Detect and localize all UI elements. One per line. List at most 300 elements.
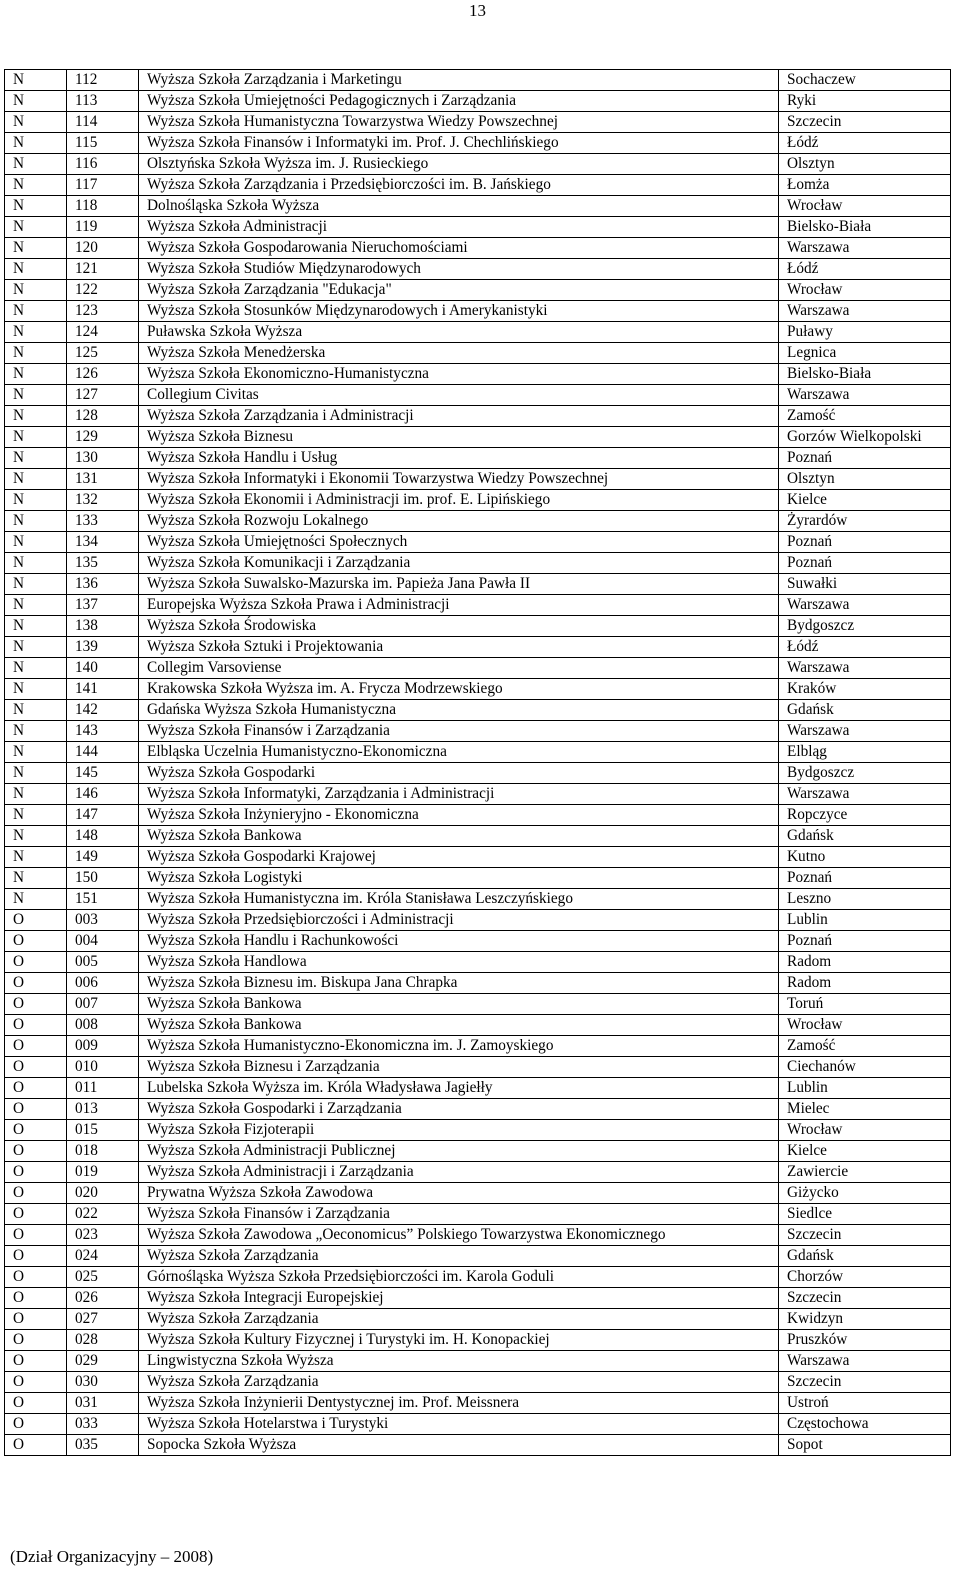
number-cell: 138 xyxy=(67,616,139,637)
number-cell: 121 xyxy=(67,259,139,280)
table-row xyxy=(5,280,951,301)
table-row xyxy=(5,175,951,196)
type-cell: O xyxy=(5,1414,67,1435)
institution-name-cell: Wyższa Szkoła Biznesu i Zarządzania xyxy=(139,1057,779,1078)
institution-name-cell: Wyższa Szkoła Gospodarki Krajowej xyxy=(139,847,779,868)
number-cell: 145 xyxy=(67,763,139,784)
city-cell: Ustroń xyxy=(779,1393,951,1414)
city-cell: Ciechanów xyxy=(779,1057,951,1078)
number-cell: 010 xyxy=(67,1057,139,1078)
institution-name-cell: Wyższa Szkoła Humanistyczno-Ekonomiczna im. J. Zamoyskiego xyxy=(139,1036,779,1057)
institution-name-cell: Wyższa Szkoła Zarządzania xyxy=(139,1372,779,1393)
institution-name-cell: Wyższa Szkoła Zarządzania xyxy=(139,1309,779,1330)
number-cell: 112 xyxy=(67,70,139,91)
institution-name-cell: Wyższa Szkoła Handlu i Usług xyxy=(139,448,779,469)
city-cell: Warszawa xyxy=(779,238,951,259)
city-cell: Sochaczew xyxy=(779,70,951,91)
number-cell: 127 xyxy=(67,385,139,406)
city-cell: Olsztyn xyxy=(779,154,951,175)
type-cell: N xyxy=(5,154,67,175)
city-cell: Żyrardów xyxy=(779,511,951,532)
table-row xyxy=(5,1393,951,1414)
number-cell: 030 xyxy=(67,1372,139,1393)
institution-name-cell: Wyższa Szkoła Logistyki xyxy=(139,868,779,889)
type-cell: N xyxy=(5,868,67,889)
institution-name-cell: Wyższa Szkoła Zarządzania "Edukacja" xyxy=(139,280,779,301)
table-row xyxy=(5,301,951,322)
number-cell: 139 xyxy=(67,637,139,658)
number-cell: 143 xyxy=(67,721,139,742)
number-cell: 006 xyxy=(67,973,139,994)
type-cell: N xyxy=(5,742,67,763)
city-cell: Kraków xyxy=(779,679,951,700)
number-cell: 129 xyxy=(67,427,139,448)
type-cell: N xyxy=(5,70,67,91)
table-row xyxy=(5,1225,951,1246)
number-cell: 115 xyxy=(67,133,139,154)
city-cell: Wrocław xyxy=(779,1015,951,1036)
type-cell: O xyxy=(5,994,67,1015)
number-cell: 008 xyxy=(67,1015,139,1036)
type-cell: N xyxy=(5,637,67,658)
number-cell: 132 xyxy=(67,490,139,511)
type-cell: N xyxy=(5,616,67,637)
type-cell: O xyxy=(5,910,67,931)
type-cell: O xyxy=(5,973,67,994)
type-cell: N xyxy=(5,385,67,406)
type-cell: N xyxy=(5,196,67,217)
institution-name-cell: Puławska Szkoła Wyższa xyxy=(139,322,779,343)
number-cell: 023 xyxy=(67,1225,139,1246)
type-cell: N xyxy=(5,112,67,133)
institution-name-cell: Lingwistyczna Szkoła Wyższa xyxy=(139,1351,779,1372)
city-cell: Ropczyce xyxy=(779,805,951,826)
number-cell: 005 xyxy=(67,952,139,973)
table-row xyxy=(5,196,951,217)
number-cell: 118 xyxy=(67,196,139,217)
city-cell: Łomża xyxy=(779,175,951,196)
number-cell: 140 xyxy=(67,658,139,679)
table-row xyxy=(5,1057,951,1078)
city-cell: Wrocław xyxy=(779,280,951,301)
type-cell: O xyxy=(5,1141,67,1162)
city-cell: Sopot xyxy=(779,1435,951,1456)
number-cell: 011 xyxy=(67,1078,139,1099)
type-cell: O xyxy=(5,1435,67,1456)
city-cell: Kielce xyxy=(779,1141,951,1162)
table-row xyxy=(5,238,951,259)
type-cell: N xyxy=(5,133,67,154)
number-cell: 033 xyxy=(67,1414,139,1435)
institution-name-cell: Wyższa Szkoła Gospodarki xyxy=(139,763,779,784)
institution-name-cell: Wyższa Szkoła Przedsiębiorczości i Administracji xyxy=(139,910,779,931)
city-cell: Lublin xyxy=(779,910,951,931)
institution-name-cell: Wyższa Szkoła Umiejętności Pedagogicznych i Zarządzania xyxy=(139,91,779,112)
page-number: 13 xyxy=(469,1,486,20)
institution-name-cell: Wyższa Szkoła Hotelarstwa i Turystyki xyxy=(139,1414,779,1435)
table-row xyxy=(5,1414,951,1435)
table-row xyxy=(5,805,951,826)
city-cell: Bydgoszcz xyxy=(779,616,951,637)
institution-name-cell: Wyższa Szkoła Inżynieryjno - Ekonomiczna xyxy=(139,805,779,826)
number-cell: 135 xyxy=(67,553,139,574)
number-cell: 125 xyxy=(67,343,139,364)
table-row xyxy=(5,1246,951,1267)
table-row xyxy=(5,637,951,658)
institution-name-cell: Wyższa Szkoła Informatyki i Ekonomii Towarzystwa Wiedzy Powszechnej xyxy=(139,469,779,490)
table-row xyxy=(5,112,951,133)
type-cell: N xyxy=(5,301,67,322)
type-cell: O xyxy=(5,1078,67,1099)
table-row xyxy=(5,700,951,721)
institution-name-cell: Wyższa Szkoła Stosunków Międzynarodowych i Amerykanistyki xyxy=(139,301,779,322)
table-row xyxy=(5,742,951,763)
city-cell: Mielec xyxy=(779,1099,951,1120)
type-cell: N xyxy=(5,448,67,469)
table-row xyxy=(5,133,951,154)
city-cell: Legnica xyxy=(779,343,951,364)
type-cell: N xyxy=(5,553,67,574)
table-row xyxy=(5,784,951,805)
city-cell: Częstochowa xyxy=(779,1414,951,1435)
table-row xyxy=(5,1372,951,1393)
institution-name-cell: Wyższa Szkoła Bankowa xyxy=(139,826,779,847)
city-cell: Zamość xyxy=(779,1036,951,1057)
number-cell: 122 xyxy=(67,280,139,301)
table-row xyxy=(5,1204,951,1225)
institution-name-cell: Collegim Varsoviense xyxy=(139,658,779,679)
number-cell: 026 xyxy=(67,1288,139,1309)
table-row xyxy=(5,1288,951,1309)
institution-name-cell: Wyższa Szkoła Suwalsko-Mazurska im. Papieża Jana Pawła II xyxy=(139,574,779,595)
institution-name-cell: Wyższa Szkoła Ekonomii i Administracji im. prof. E. Lipińskiego xyxy=(139,490,779,511)
type-cell: O xyxy=(5,1036,67,1057)
number-cell: 028 xyxy=(67,1330,139,1351)
institution-name-cell: Gdańska Wyższa Szkoła Humanistyczna xyxy=(139,700,779,721)
type-cell: O xyxy=(5,1057,67,1078)
type-cell: N xyxy=(5,490,67,511)
city-cell: Leszno xyxy=(779,889,951,910)
table-row xyxy=(5,448,951,469)
number-cell: 022 xyxy=(67,1204,139,1225)
type-cell: N xyxy=(5,826,67,847)
city-cell: Bielsko-Biała xyxy=(779,217,951,238)
type-cell: N xyxy=(5,574,67,595)
table-row xyxy=(5,217,951,238)
type-cell: O xyxy=(5,1267,67,1288)
university-registry-table xyxy=(4,69,951,1456)
number-cell: 131 xyxy=(67,469,139,490)
city-cell: Puławy xyxy=(779,322,951,343)
institution-name-cell: Wyższa Szkoła Bankowa xyxy=(139,994,779,1015)
city-cell: Olsztyn xyxy=(779,469,951,490)
table-row xyxy=(5,994,951,1015)
city-cell: Poznań xyxy=(779,532,951,553)
institution-name-cell: Wyższa Szkoła Bankowa xyxy=(139,1015,779,1036)
type-cell: N xyxy=(5,259,67,280)
institution-name-cell: Wyższa Szkoła Fizjoterapii xyxy=(139,1120,779,1141)
type-cell: N xyxy=(5,217,67,238)
city-cell: Łódź xyxy=(779,259,951,280)
type-cell: N xyxy=(5,427,67,448)
table-row xyxy=(5,721,951,742)
type-cell: O xyxy=(5,1309,67,1330)
institution-name-cell: Wyższa Szkoła Finansów i Zarządzania xyxy=(139,1204,779,1225)
table-row xyxy=(5,1309,951,1330)
institution-name-cell: Krakowska Szkoła Wyższa im. A. Frycza Modrzewskiego xyxy=(139,679,779,700)
institution-name-cell: Wyższa Szkoła Administracji Publicznej xyxy=(139,1141,779,1162)
number-cell: 151 xyxy=(67,889,139,910)
type-cell: O xyxy=(5,1330,67,1351)
type-cell: N xyxy=(5,721,67,742)
number-cell: 035 xyxy=(67,1435,139,1456)
city-cell: Warszawa xyxy=(779,784,951,805)
institution-name-cell: Wyższa Szkoła Finansów i Zarządzania xyxy=(139,721,779,742)
type-cell: O xyxy=(5,1351,67,1372)
number-cell: 025 xyxy=(67,1267,139,1288)
city-cell: Gdańsk xyxy=(779,826,951,847)
type-cell: N xyxy=(5,280,67,301)
city-cell: Szczecin xyxy=(779,1372,951,1393)
city-cell: Kwidzyn xyxy=(779,1309,951,1330)
city-cell: Zamość xyxy=(779,406,951,427)
table-row xyxy=(5,259,951,280)
institution-name-cell: Wyższa Szkoła Kultury Fizycznej i Turystyki im. H. Konopackiej xyxy=(139,1330,779,1351)
table-row xyxy=(5,427,951,448)
city-cell: Poznań xyxy=(779,931,951,952)
number-cell: 133 xyxy=(67,511,139,532)
table-row xyxy=(5,70,951,91)
city-cell: Poznań xyxy=(779,868,951,889)
city-cell: Szczecin xyxy=(779,112,951,133)
number-cell: 013 xyxy=(67,1099,139,1120)
table-row xyxy=(5,679,951,700)
city-cell: Warszawa xyxy=(779,595,951,616)
institution-name-cell: Wyższa Szkoła Integracji Europejskiej xyxy=(139,1288,779,1309)
institution-name-cell: Wyższa Szkoła Zarządzania xyxy=(139,1246,779,1267)
number-cell: 126 xyxy=(67,364,139,385)
institution-name-cell: Wyższa Szkoła Zarządzania i Marketingu xyxy=(139,70,779,91)
table-row xyxy=(5,973,951,994)
number-cell: 134 xyxy=(67,532,139,553)
institution-name-cell: Wyższa Szkoła Umiejętności Społecznych xyxy=(139,532,779,553)
type-cell: N xyxy=(5,175,67,196)
number-cell: 015 xyxy=(67,1120,139,1141)
institution-name-cell: Wyższa Szkoła Handlowa xyxy=(139,952,779,973)
city-cell: Poznań xyxy=(779,553,951,574)
institution-name-cell: Wyższa Szkoła Informatyki, Zarządzania i Administracji xyxy=(139,784,779,805)
institution-name-cell: Wyższa Szkoła Zarządzania i Administracji xyxy=(139,406,779,427)
table-row xyxy=(5,574,951,595)
institution-name-cell: Prywatna Wyższa Szkoła Zawodowa xyxy=(139,1183,779,1204)
institution-name-cell: Lubelska Szkoła Wyższa im. Króla Władysława Jagiełły xyxy=(139,1078,779,1099)
type-cell: N xyxy=(5,847,67,868)
type-cell: O xyxy=(5,931,67,952)
type-cell: O xyxy=(5,1015,67,1036)
footer-note: (Dział Organizacyjny – 2008) xyxy=(10,1547,214,1566)
city-cell: Zawiercie xyxy=(779,1162,951,1183)
table-row xyxy=(5,490,951,511)
city-cell: Szczecin xyxy=(779,1225,951,1246)
number-cell: 136 xyxy=(67,574,139,595)
number-cell: 031 xyxy=(67,1393,139,1414)
type-cell: O xyxy=(5,1120,67,1141)
city-cell: Warszawa xyxy=(779,385,951,406)
city-cell: Chorzów xyxy=(779,1267,951,1288)
type-cell: N xyxy=(5,532,67,553)
table-row xyxy=(5,595,951,616)
table-row xyxy=(5,1330,951,1351)
number-cell: 141 xyxy=(67,679,139,700)
city-cell: Poznań xyxy=(779,448,951,469)
table-row xyxy=(5,868,951,889)
city-cell: Lublin xyxy=(779,1078,951,1099)
number-cell: 024 xyxy=(67,1246,139,1267)
city-cell: Wrocław xyxy=(779,196,951,217)
institution-name-cell: Collegium Civitas xyxy=(139,385,779,406)
table-row xyxy=(5,406,951,427)
institution-name-cell: Sopocka Szkoła Wyższa xyxy=(139,1435,779,1456)
institution-name-cell: Wyższa Szkoła Ekonomiczno-Humanistyczna xyxy=(139,364,779,385)
type-cell: N xyxy=(5,238,67,259)
table-row xyxy=(5,616,951,637)
institution-name-cell: Górnośląska Wyższa Szkoła Przedsiębiorczości im. Karola Goduli xyxy=(139,1267,779,1288)
table-row xyxy=(5,952,951,973)
table-row xyxy=(5,1435,951,1456)
city-cell: Łódź xyxy=(779,133,951,154)
type-cell: N xyxy=(5,469,67,490)
number-cell: 148 xyxy=(67,826,139,847)
institution-name-cell: Dolnośląska Szkoła Wyższa xyxy=(139,196,779,217)
number-cell: 117 xyxy=(67,175,139,196)
city-cell: Gdańsk xyxy=(779,1246,951,1267)
number-cell: 027 xyxy=(67,1309,139,1330)
institution-name-cell: Wyższa Szkoła Zarządzania i Przedsiębiorczości im. B. Jańskiego xyxy=(139,175,779,196)
type-cell: N xyxy=(5,406,67,427)
type-cell: N xyxy=(5,700,67,721)
city-cell: Łódź xyxy=(779,637,951,658)
table-row xyxy=(5,1099,951,1120)
institution-name-cell: Wyższa Szkoła Sztuki i Projektowania xyxy=(139,637,779,658)
number-cell: 142 xyxy=(67,700,139,721)
type-cell: O xyxy=(5,1162,67,1183)
city-cell: Pruszków xyxy=(779,1330,951,1351)
type-cell: O xyxy=(5,1099,67,1120)
table-row xyxy=(5,322,951,343)
type-cell: N xyxy=(5,784,67,805)
number-cell: 144 xyxy=(67,742,139,763)
table-row xyxy=(5,1141,951,1162)
city-cell: Warszawa xyxy=(779,301,951,322)
institution-name-cell: Wyższa Szkoła Środowiska xyxy=(139,616,779,637)
institution-name-cell: Wyższa Szkoła Administracji xyxy=(139,217,779,238)
city-cell: Kielce xyxy=(779,490,951,511)
number-cell: 124 xyxy=(67,322,139,343)
type-cell: N xyxy=(5,805,67,826)
number-cell: 147 xyxy=(67,805,139,826)
institution-name-cell: Wyższa Szkoła Administracji i Zarządzania xyxy=(139,1162,779,1183)
type-cell: N xyxy=(5,679,67,700)
type-cell: N xyxy=(5,343,67,364)
type-cell: O xyxy=(5,1183,67,1204)
number-cell: 003 xyxy=(67,910,139,931)
type-cell: N xyxy=(5,511,67,532)
number-cell: 113 xyxy=(67,91,139,112)
number-cell: 130 xyxy=(67,448,139,469)
institution-name-cell: Wyższa Szkoła Humanistyczna im. Króla Stanisława Leszczyńskiego xyxy=(139,889,779,910)
city-cell: Bydgoszcz xyxy=(779,763,951,784)
institution-name-cell: Elbląska Uczelnia Humanistyczno-Ekonomiczna xyxy=(139,742,779,763)
institution-name-cell: Wyższa Szkoła Gospodarowania Nieruchomościami xyxy=(139,238,779,259)
number-cell: 018 xyxy=(67,1141,139,1162)
table-row xyxy=(5,1183,951,1204)
table-row xyxy=(5,364,951,385)
type-cell: O xyxy=(5,1288,67,1309)
number-cell: 009 xyxy=(67,1036,139,1057)
number-cell: 029 xyxy=(67,1351,139,1372)
number-cell: 114 xyxy=(67,112,139,133)
institution-name-cell: Wyższa Szkoła Gospodarki i Zarządzania xyxy=(139,1099,779,1120)
institution-name-cell: Olsztyńska Szkoła Wyższa im. J. Rusieckiego xyxy=(139,154,779,175)
institution-name-cell: Wyższa Szkoła Biznesu im. Biskupa Jana Chrapka xyxy=(139,973,779,994)
table-row xyxy=(5,763,951,784)
city-cell: Toruń xyxy=(779,994,951,1015)
type-cell: N xyxy=(5,595,67,616)
table-row xyxy=(5,826,951,847)
type-cell: N xyxy=(5,91,67,112)
institution-name-cell: Wyższa Szkoła Rozwoju Lokalnego xyxy=(139,511,779,532)
institution-name-cell: Europejska Wyższa Szkoła Prawa i Administracji xyxy=(139,595,779,616)
type-cell: O xyxy=(5,1204,67,1225)
number-cell: 146 xyxy=(67,784,139,805)
type-cell: N xyxy=(5,763,67,784)
institution-name-cell: Wyższa Szkoła Humanistyczna Towarzystwa Wiedzy Powszechnej xyxy=(139,112,779,133)
number-cell: 007 xyxy=(67,994,139,1015)
type-cell: N xyxy=(5,364,67,385)
table-row xyxy=(5,1351,951,1372)
number-cell: 150 xyxy=(67,868,139,889)
number-cell: 020 xyxy=(67,1183,139,1204)
institution-name-cell: Wyższa Szkoła Finansów i Informatyki im. Prof. J. Chechlińskiego xyxy=(139,133,779,154)
type-cell: N xyxy=(5,889,67,910)
city-cell: Bielsko-Biała xyxy=(779,364,951,385)
number-cell: 137 xyxy=(67,595,139,616)
registry-body xyxy=(5,70,951,1456)
city-cell: Ryki xyxy=(779,91,951,112)
city-cell: Wrocław xyxy=(779,1120,951,1141)
table-row xyxy=(5,910,951,931)
table-row xyxy=(5,1015,951,1036)
table-row xyxy=(5,1267,951,1288)
table-row xyxy=(5,343,951,364)
table-row xyxy=(5,1078,951,1099)
city-cell: Kutno xyxy=(779,847,951,868)
table-row xyxy=(5,658,951,679)
institution-name-cell: Wyższa Szkoła Zawodowa „Oeconomicus” Polskiego Towarzystwa Ekonomicznego xyxy=(139,1225,779,1246)
institution-name-cell: Wyższa Szkoła Studiów Międzynarodowych xyxy=(139,259,779,280)
table-row xyxy=(5,469,951,490)
type-cell: O xyxy=(5,952,67,973)
institution-name-cell: Wyższa Szkoła Menedżerska xyxy=(139,343,779,364)
type-cell: N xyxy=(5,322,67,343)
table-row xyxy=(5,889,951,910)
number-cell: 119 xyxy=(67,217,139,238)
type-cell: O xyxy=(5,1393,67,1414)
number-cell: 128 xyxy=(67,406,139,427)
city-cell: Suwałki xyxy=(779,574,951,595)
table-row xyxy=(5,931,951,952)
number-cell: 004 xyxy=(67,931,139,952)
